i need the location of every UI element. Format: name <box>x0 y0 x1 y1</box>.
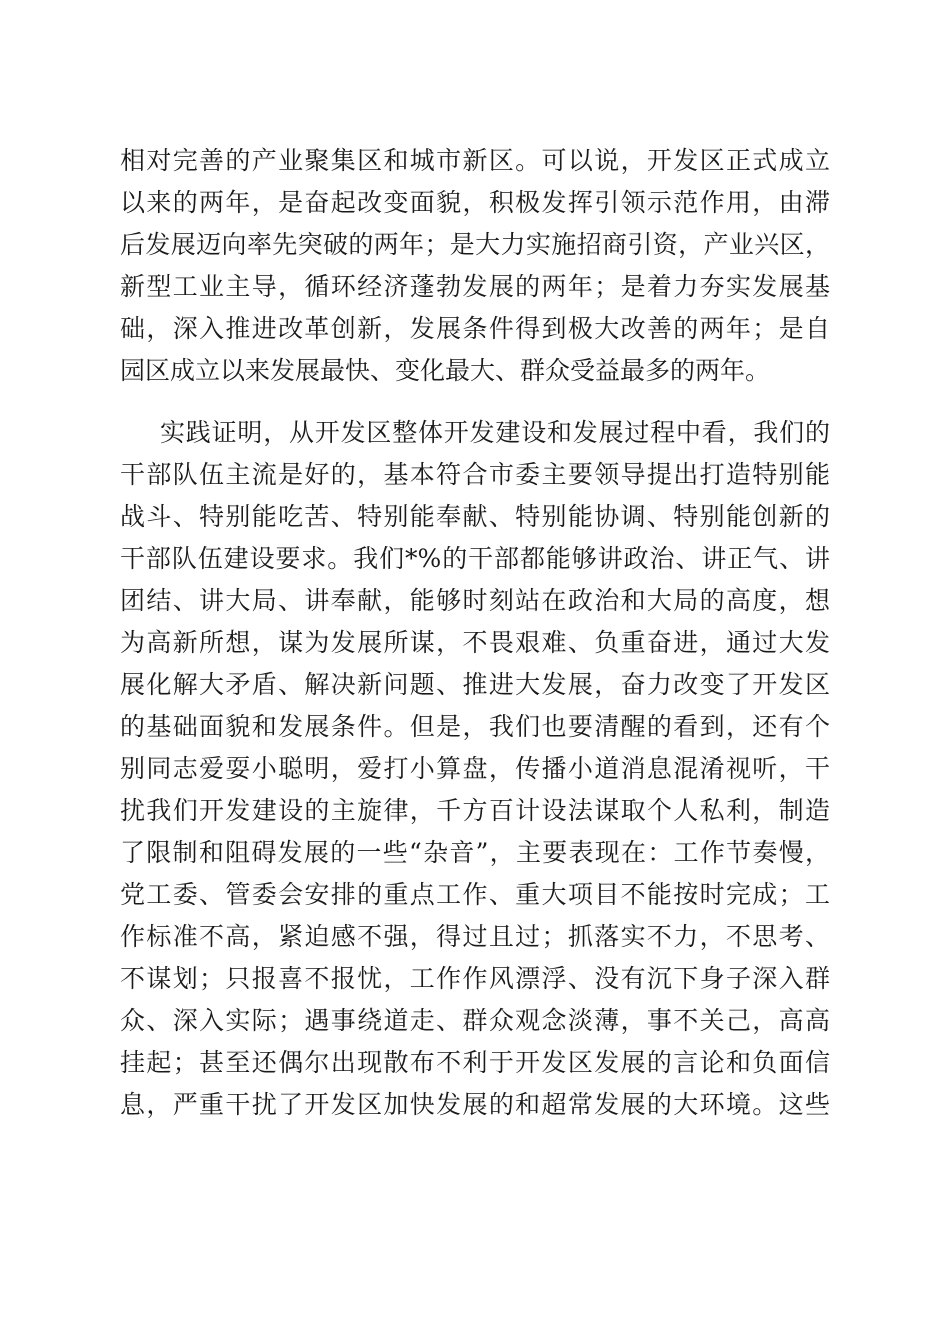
text-line: 实践证明，从开发区整体开发建设和发展过程中看，我们的 <box>160 418 830 447</box>
text-line: 扰我们开发建设的主旋律，千方百计设法谋取个人私利，制造 <box>120 796 830 825</box>
text-line: 相对完善的产业聚集区和城市新区。可以说，开发区正式成立 <box>120 146 830 175</box>
text-line: 挂起；甚至还偶尔出现散布不利于开发区发展的言论和负面信 <box>120 1048 830 1077</box>
text-line: 新型工业主导，循环经济蓬勃发展的两年；是着力夯实发展基 <box>120 272 830 301</box>
text-line: 干部队伍建设要求。我们*%的干部都能够讲政治、讲正气、讲 <box>120 544 830 573</box>
text-line: 不谋划；只报喜不报忧，工作作风漂浮、没有沉下身子深入群 <box>120 964 830 993</box>
text-line: 作标准不高，紧迫感不强，得过且过；抓落实不力，不思考、 <box>120 922 830 951</box>
text-line: 党工委、管委会安排的重点工作、重大项目不能按时完成；工 <box>120 880 830 909</box>
text-line: 为高新所想，谋为发展所谋，不畏艰难、负重奋进，通过大发 <box>120 628 830 657</box>
text-line: 战斗、特别能吃苦、特别能奉献、特别能协调、特别能创新的 <box>120 502 830 531</box>
text-line: 展化解大矛盾、解决新问题、推进大发展，奋力改变了开发区 <box>120 670 830 699</box>
text-line: 了限制和阻碍发展的一些“杂音”，主要表现在：工作节奏慢， <box>120 838 830 867</box>
text-line: 的基础面貌和发展条件。但是，我们也要清醒的看到，还有个 <box>120 712 830 741</box>
text-line: 干部队伍主流是好的，基本符合市委主要领导提出打造特别能 <box>120 460 830 489</box>
text-line: 园区成立以来发展最快、变化最大、群众受益最多的两年。 <box>120 356 771 385</box>
text-line: 础，深入推进改革创新，发展条件得到极大改善的两年；是自 <box>120 314 830 343</box>
text-line: 息，严重干扰了开发区加快发展的和超常发展的大环境。这些 <box>120 1090 830 1119</box>
text-line: 团结、讲大局、讲奉献，能够时刻站在政治和大局的高度，想 <box>120 586 830 615</box>
text-line: 以来的两年，是奋起改变面貌，积极发挥引领示范作用，由滞 <box>120 188 830 217</box>
text-line: 别同志爱耍小聪明，爱打小算盘，传播小道消息混淆视听，干 <box>120 754 830 783</box>
text-line: 众、深入实际；遇事绕道走、群众观念淡薄，事不关己，高高 <box>120 1006 830 1035</box>
text-line: 后发展迈向率先突破的两年；是大力实施招商引资，产业兴区， <box>120 230 830 259</box>
